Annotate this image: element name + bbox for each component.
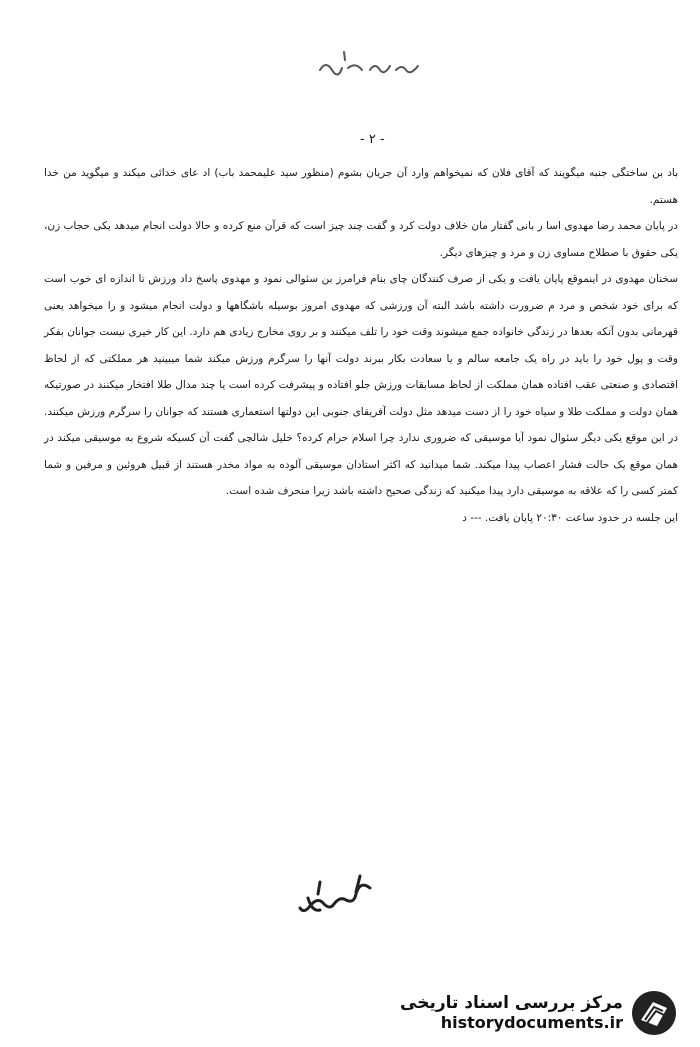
logo-text xyxy=(400,993,623,1033)
bottom-handwritten-signature xyxy=(290,868,380,928)
logo-title: مرکز بررسی اسناد تاریخی xyxy=(400,993,623,1013)
book-emblem-icon xyxy=(631,990,677,1036)
paragraph-3: سخنان مهدوی در اینموقع پایان یافت و یکی از صرف کنندگان چای بنام فرامرز بن سئوالی نمود و مهدوی پاسخ داد ورزش تا اندازه ای خوب است که برای خود شخص و مرد م ضرورت داشته باشد البته آن ورزشی که مهدوی امروز بوسیله باشگاهها و دولت انجام میشود و را میخواهد یعنی قهرمانی بدون آنکه بعدها در زندگی خانواده جمع میشوند وقت خود را تلف میکنند و بر روی مخارج زیادی هم دارد. این کار خیری نیست جوانان بفکر وقت و پول خود را باید در راه یک جامعه سالم و یا سعادت بکار ببرند دولت آنها را سرگرم ورزش میکند شما میبینید هر مملکتی که از لحاظ اقتصادی و صنعتی عقب افتاده همان مملکت از لحاظ مسابقات ورزش جلو افتاده و پیشرفت کرده است یا چند مدال طلا افتخار میکنند در صورتیکه همان دولت و مملکت طلا و سیاه خود را از دست میدهد مثل دولت آفریقای جنوبی این دولتها استعماری هستند که جوانان را سرگرم ورزش میکنند. در این موقع یکی دیگر سئوال نمود آیا موسیقی که ضروری ندارد چرا اسلام حرام کرده؟ خلیل شالچی گفت آن کسیکه شروع به موسیقی میکند در همان موقع یک حالت فشار اعصاب پیدا میکند. شما میدانید که اکثر استادان موسیقی آلوده به مواد مخدر هستند از قبیل هروئین و مرفین و شما کمتر کسی را که علاقه به موسیقی دارد پیدا میکنید که زندگی صحیح داشته باشد زیرا منحرف شده است. xyxy=(44,273,678,497)
paragraph-1: باد بن ساختگی جنبه میگویند که آقای فلان که نمیخواهم وارد آن جریان بشوم (منظور سید علیمحمد باب) اد عای خدائی میکند و میگوید من خدا هستم. xyxy=(44,167,678,206)
logo-url: historydocuments.ir xyxy=(440,1013,623,1032)
top-handwritten-signature xyxy=(300,40,440,90)
archive-logo xyxy=(400,987,690,1039)
top-signature-mark xyxy=(300,40,440,90)
paragraph-4: این جلسه در حدود ساعت ۲۰:۳۰ پایان یافت. --- د xyxy=(462,511,678,524)
page-number: - ۲ - xyxy=(360,132,385,147)
paragraph-2: در پایان محمد رضا مهدوی اسا ر بانی گفتار مان خلاف دولت کرد و گفت چند چیز است که قرآن منع کرده و حالا دولت انجام میدهد یکی حجاب زن، یکی حقوق با صطلاح مساوی زن و مرد و چیزهای دیگر. xyxy=(44,220,678,259)
bottom-signature-mark xyxy=(290,868,380,928)
document-body xyxy=(44,160,678,531)
